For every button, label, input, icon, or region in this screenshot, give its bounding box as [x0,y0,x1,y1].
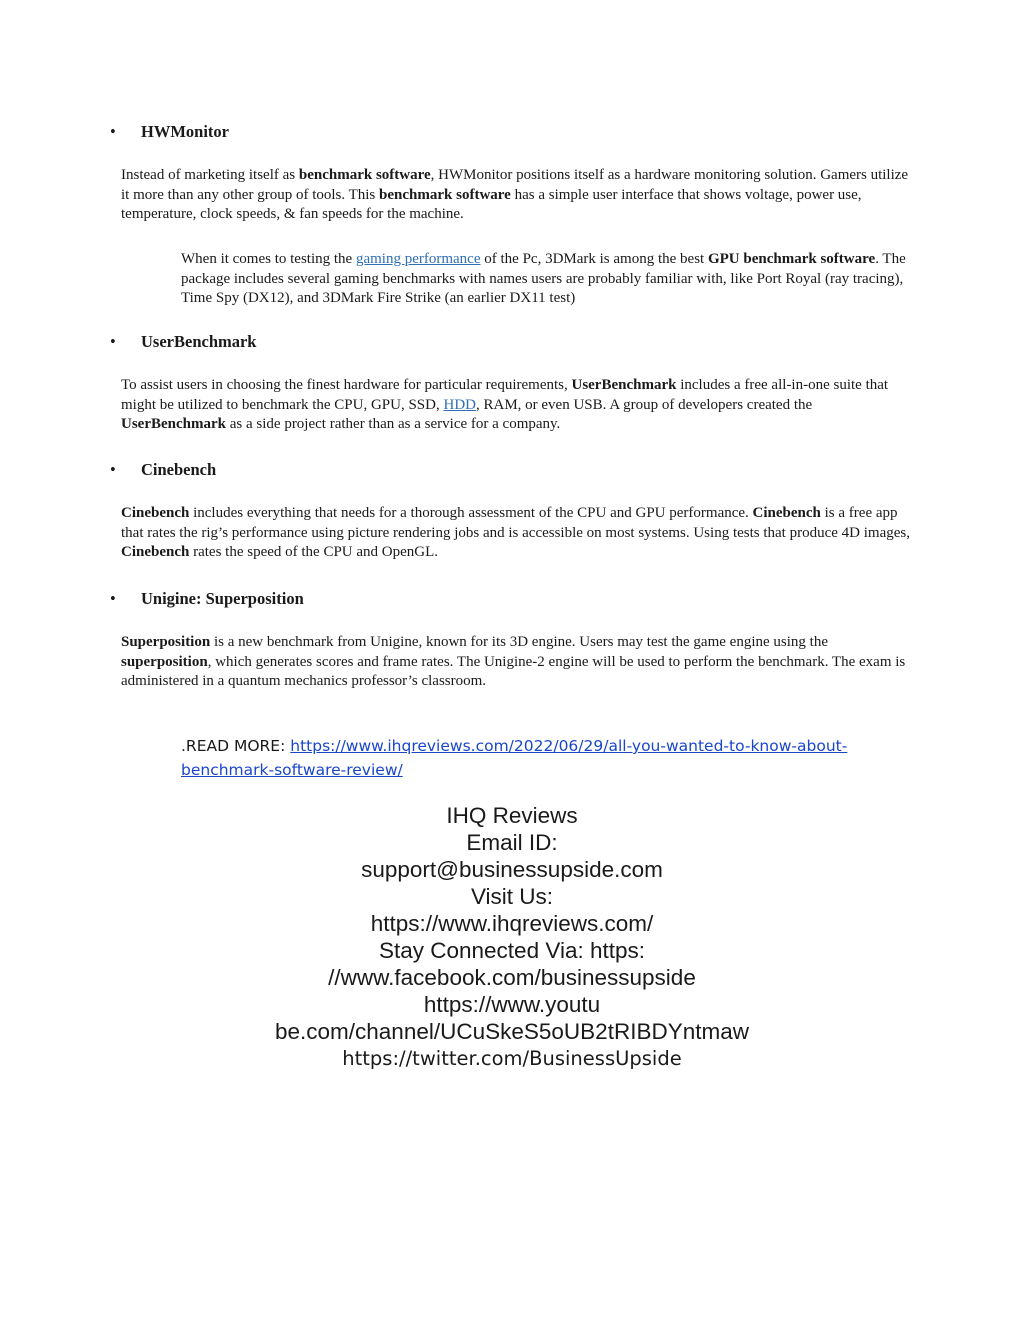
text-run: is a free app that rates the rig’s performance using picture rendering jobs and is accessible on most systems. Using tests that produce 4D images, [121,505,910,541]
text-run: rates the speed of the CPU and OpenGL. [189,544,439,560]
bold-text: UserBenchmark [121,416,226,432]
bullet-icon: • [110,589,116,608]
email-address: support@businessupside.com [361,857,663,882]
read-more-label: .READ MORE: [181,737,291,755]
twitter-url: https://twitter.com/BusinessUpside [342,1047,682,1070]
bold-text: superposition [121,653,208,670]
bullet-icon: • [110,122,116,141]
bold-text: benchmark software [298,167,431,183]
text-run: Instead of marketing itself as [121,167,299,183]
bold-text: GPU benchmark software [707,251,876,267]
heading-text: HWMonitor [141,122,229,141]
heading-text: Cinebench [141,460,217,479]
text-run: , HWMonitor positions itself as a hardware monitoring solution. Gamers utilize it more than any other group of tools. This [121,167,909,203]
email-label: Email ID: [466,830,558,855]
bold-text: Cinebench [121,505,190,521]
website-url: https://www.ihqreviews.com/ [370,911,654,936]
brand-name: IHQ Reviews [446,803,578,828]
bold-text: benchmark software [379,186,511,203]
text-run: as a side project rather than as a service for a company. [226,416,561,432]
paragraph [121,633,911,692]
section-heading-unigine-superposition [110,589,304,609]
bold-text: Superposition [121,634,211,650]
text-run: includes a free all-in-one suite that might be utilized to benchmark the CPU, GPU, SSD, [121,377,889,413]
paragraph [121,166,911,225]
text-run: When it comes to testing the [181,251,356,267]
section-heading-userbenchmark [110,332,256,352]
youtube-url-part2: be.com/channel/UCuSkeS5oUB2tRIBDYntmaw [275,1019,749,1044]
facebook-url: //www.facebook.com/businessupside [328,965,696,990]
text-run: is a new benchmark from Unigine, known for its 3D engine. Users may test the game engine using the [210,634,828,650]
heading-text: Unigine: Superposition [141,589,304,608]
read-more [181,734,901,782]
text-run: To assist users in choosing the finest hardware for particular requirements, [121,377,572,393]
heading-text: UserBenchmark [141,332,257,351]
stay-connected-line: Stay Connected Via: https: [378,938,645,963]
contact-block [0,802,1024,1073]
paragraph [121,504,911,563]
bold-text: UserBenchmark [571,377,677,393]
bold-text: Cinebench [121,544,190,560]
bold-text: Cinebench [752,505,821,521]
text-run: , which generates scores and frame rates. The Unigine-2 engine will be used to perform the benchmark. The exam is administered in a quantum mechanics professor’s classroom. [121,653,906,689]
read-more-url-line2: benchmark-software-review/ [181,761,403,779]
read-more-url-line1: https://www.ihqreviews.com/2022/06/29/all-you-wanted-to-know-about- [290,737,848,755]
section-heading-hwmonitor [110,122,229,142]
section-heading-cinebench [110,460,216,480]
text-run: includes everything that needs for a thorough assessment of the CPU and GPU performance. [189,505,753,521]
paragraph [121,376,911,435]
text-run: has a simple user interface that shows voltage, power use, temperature, clock speeds, & fan speeds for the machine. [121,186,862,222]
bullet-icon: • [110,332,116,351]
text-run: , RAM, or even USB. A group of developers created the [475,396,813,413]
visit-label: Visit Us: [470,884,554,909]
text-run: of the Pc, 3DMark is among the best [480,251,708,267]
text-run: . The package includes several gaming benchmarks with names users are probably familiar with, like Port Royal (ray tracing), Time Spy (DX12), and 3DMark Fire Strike (an earlier DX11 test) [181,251,906,306]
youtube-url-part1: https://www.youtu [423,992,601,1017]
paragraph-indented [181,250,911,309]
inline-link[interactable]: HDD [443,396,476,413]
inline-link[interactable]: gaming performance [355,251,481,267]
bullet-icon: • [110,460,116,479]
